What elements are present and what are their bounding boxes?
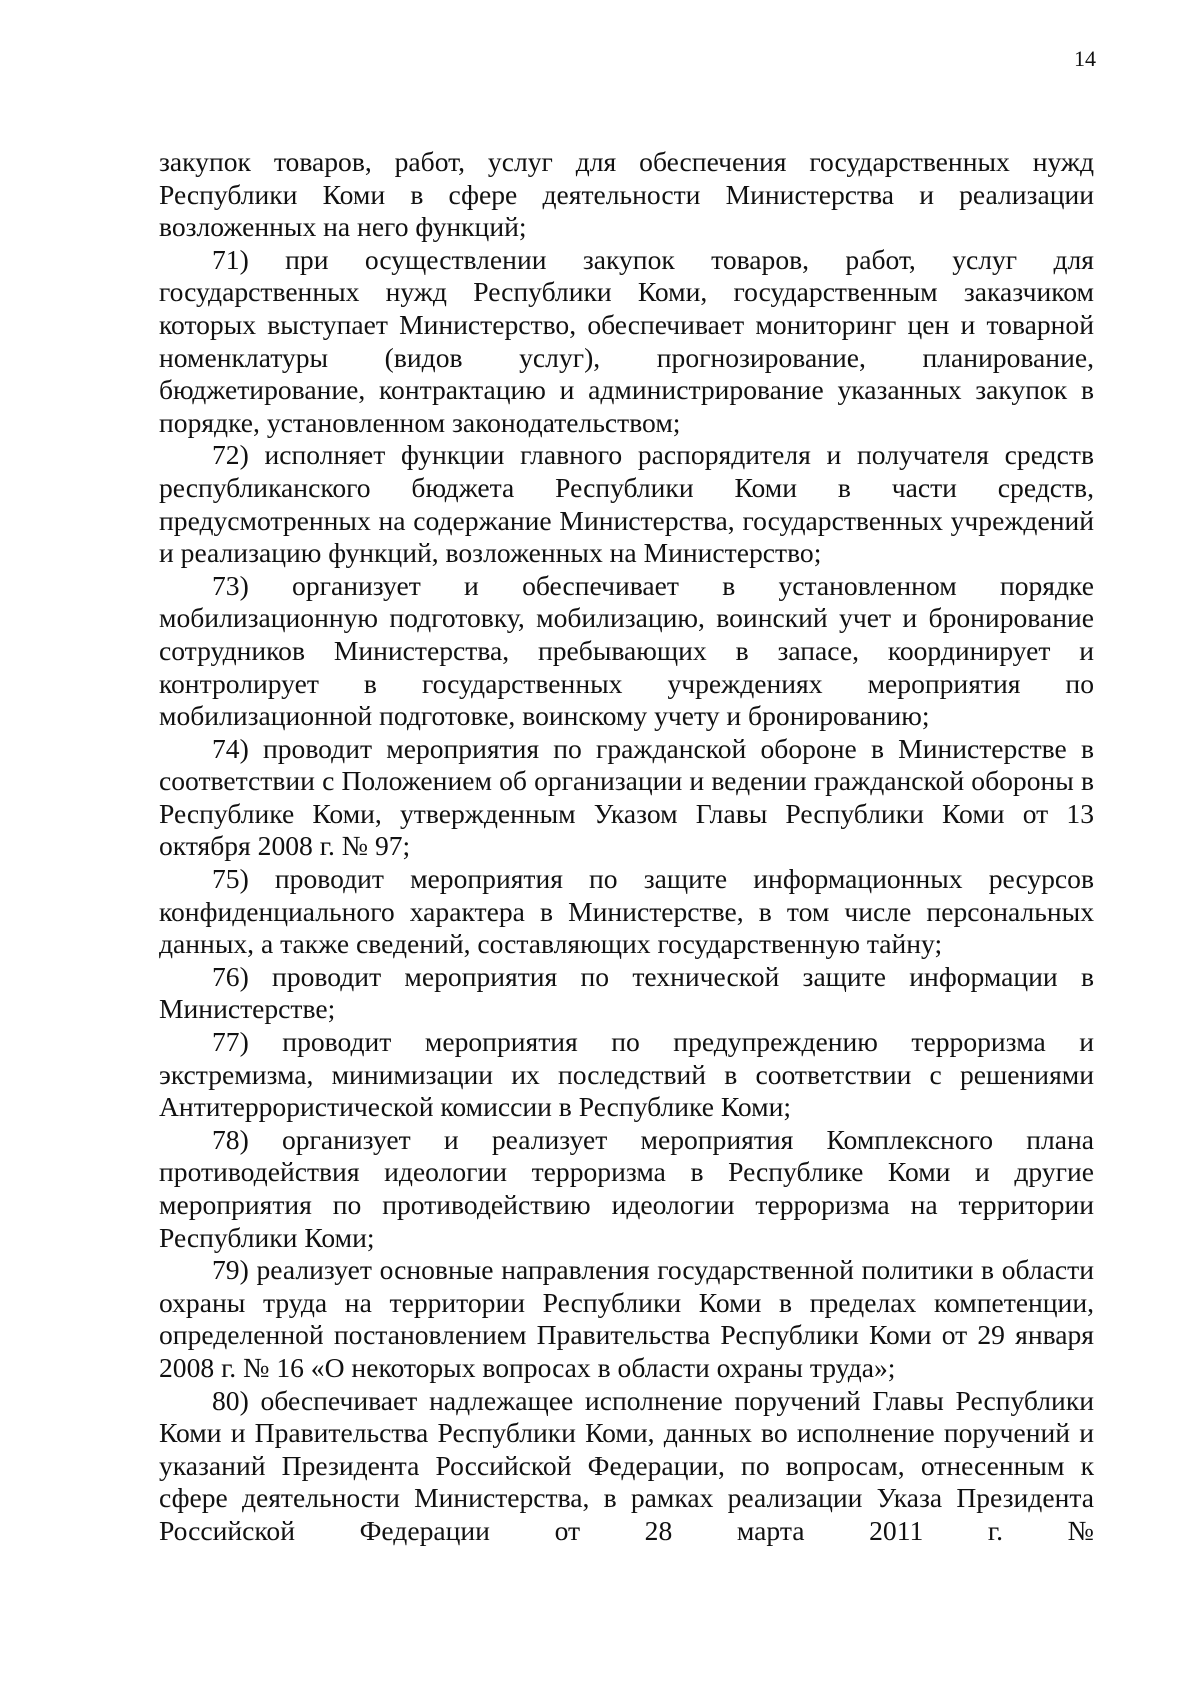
paragraph-item-73: 73) организует и обеспечивает в установленном порядке мобилизационную подготовку, мобилизацию, воинский учет и бронирование сотрудников Министерства, пребывающих в запасе, координирует и контролирует в государственных учреждениях мероприятия по мобилизационной подготовке, воинскому учету и бронированию; — [159, 569, 1094, 732]
paragraph-item-76: 76) проводит мероприятия по технической защите информации в Министерстве; — [159, 960, 1094, 1025]
paragraph-item-74: 74) проводит мероприятия по гражданской обороне в Министерстве в соответствии с Положением об организации и ведении гражданской обороны в Республике Коми, утвержденным Указом Главы Республики Коми от 13 октября 2008 г. № 97; — [159, 732, 1094, 862]
paragraph-item-79: 79) реализует основные направления государственной политики в области охраны труда на территории Республики Коми в пределах компетенции, определенной постановлением Правительства Республики Коми от 29 января 2008 г. № 16 «О некоторых вопросах в области охраны труда»; — [159, 1254, 1094, 1383]
paragraph-continuation: закупок товаров, работ, услуг для обеспечения государственных нужд Республики Коми в сфере деятельности Министерства и реализации возложенных на него функций; — [159, 146, 1094, 243]
document-body — [159, 146, 1094, 1548]
paragraph-item-77: 77) проводит мероприятия по предупреждению терроризма и экстремизма, минимизации их последствий в соответствии с решениями Антитеррористической комиссии в Республике Коми; — [159, 1026, 1094, 1123]
paragraph-item-71: 71) при осуществлении закупок товаров, работ, услуг для государственных нужд Республики Коми, государственным заказчиком которых выступает Министерство, обеспечивает мониторинг цен и товарной номенклатуры (видов услуг), прогнозирование, планирование, бюджетирование, контрактацию и администрирование указанных закупок в порядке, установленном законодательством; — [159, 243, 1094, 438]
paragraph-item-75: 75) проводит мероприятия по защите информационных ресурсов конфиденциального характера в Министерстве, в том числе персональных данных, а также сведений, составляющих государственную тайну; — [159, 863, 1094, 960]
paragraph-item-72: 72) исполняет функции главного распорядителя и получателя средств республиканского бюджета Республики Коми в части средств, предусмотренных на содержание Министерства, государственных учреждений и реализацию функций, возложенных на Министерство; — [159, 439, 1094, 569]
page-number: 14 — [1074, 46, 1096, 71]
paragraph-item-80: 80) обеспечивает надлежащее исполнение поручений Главы Республики Коми и Правительства Республики Коми, данных во исполнение поручений и указаний Президента Российской Федерации, по вопросам, отнесенным к сфере деятельности Министерства, в рамках реализации Указа Президента Российской Федерации от 28 марта 2011 г. № — [159, 1384, 1094, 1546]
paragraph-item-78: 78) организует и реализует мероприятия Комплексного плана противодействия идеологии терроризма в Республике Коми и другие мероприятия по противодействию идеологии терроризма на территории Республики Коми; — [159, 1123, 1094, 1253]
